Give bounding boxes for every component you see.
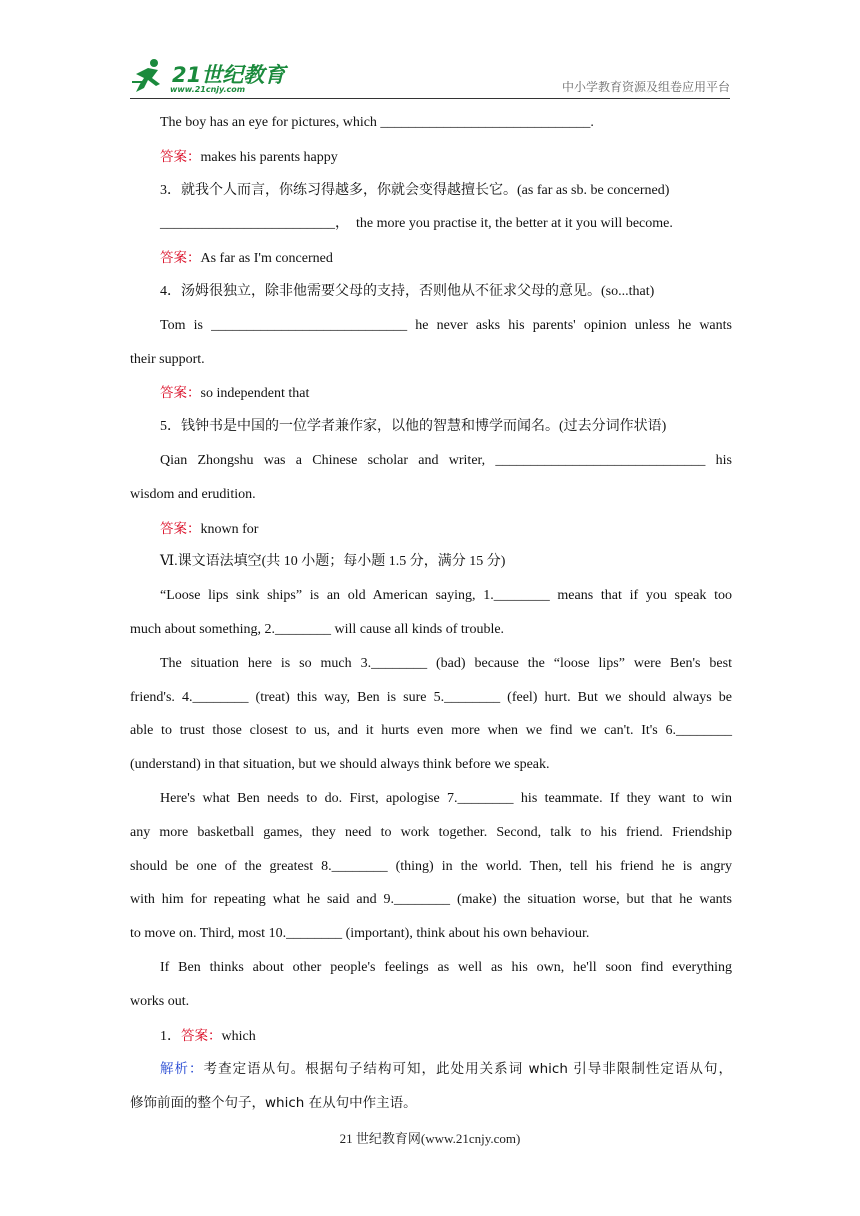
answer-label: 答案：: [160, 250, 201, 267]
logo-text: 21世纪教育: [172, 63, 286, 87]
page-footer: 21 世纪教育网(www.21cnjy.com): [339, 1131, 521, 1146]
q5-english: Qian Zhongshu was a Chinese scholar and writer, ______________________________ his: [160, 452, 732, 468]
q-number: 1．: [160, 1028, 181, 1044]
q4-prompt: 4．汤姆很独立，除非他需要父母的支持，否则他从不征求父母的意见。(so...that): [160, 283, 655, 299]
passage-line: works out.: [130, 993, 190, 1009]
q5-prompt: 5．钱钟书是中国的一位学者兼作家，以他的智慧和博学而闻名。(过去分词作状语): [160, 419, 667, 435]
answer-label: 答案：: [181, 1027, 222, 1044]
logo: [130, 58, 290, 94]
passage-line: to move on. Third, most 10.________ (important), think about his own behaviour.: [130, 926, 590, 942]
runner-icon: [130, 58, 170, 94]
analysis-line: 修饰前面的整个句子，which 在从句中作主语。: [130, 1095, 417, 1112]
answer-1: 1．答案：which: [160, 1027, 256, 1044]
page-header: [130, 54, 730, 99]
q4-english-cont: their support.: [130, 351, 205, 367]
platform-name: 中小学教育资源及组卷应用平台: [561, 80, 730, 94]
passage-line: with him for repeating what he said and 9.________ (make) the situation worse, but that he wants: [130, 892, 732, 908]
section-title: Ⅵ.课文语法填空(共 10 小题；每小题 1.5 分，满分 15 分): [160, 554, 506, 570]
passage-line: Here's what Ben needs to do. First, apologise 7.________ his teammate. If they want to win: [160, 790, 732, 806]
answer-label: 答案：: [160, 148, 201, 165]
passage-line: any more basketball games, they need to work together. Second, talk to his friend. Friendship: [130, 824, 732, 840]
answer-label: 答案：: [160, 385, 201, 402]
q3-english: _________________________， the more you practise it, the better at it you will become.: [160, 216, 673, 232]
logo-url: www.21cnjy.com: [170, 85, 246, 94]
passage-line: able to trust those closest to us, and it hurts even more when we find we can't. It's 6.________: [130, 723, 732, 739]
answer-label: 答案：: [160, 520, 201, 537]
q5-answer: 答案：known for: [160, 520, 259, 537]
analysis-label: 解析：: [160, 1061, 204, 1078]
passage-line: (understand) in that situation, but we should always think before we speak.: [130, 757, 550, 773]
q2-answer: 答案：makes his parents happy: [160, 148, 338, 165]
q4-english: Tom is ____________________________ he never asks his parents' opinion unless he wants: [160, 317, 732, 333]
passage-line: If Ben thinks about other people's feelings as well as his own, he'll soon find everything: [160, 959, 732, 975]
passage-line: should be one of the greatest 8.________ (thing) in the world. Then, tell his friend he is angry: [130, 858, 732, 874]
q5-english-cont: wisdom and erudition.: [130, 486, 256, 502]
q4-answer: 答案：so independent that: [160, 385, 310, 402]
document-body: [130, 110, 732, 1124]
passage-line: “Loose lips sink ships” is an old American saying, 1.________ means that if you speak too: [160, 588, 732, 604]
passage-line: much about something, 2.________ will cause all kinds of trouble.: [130, 621, 505, 637]
analysis-line: 解析：考查定语从句。根据句子结构可知，此处用关系词 which 引导非限制性定语从句，: [160, 1061, 732, 1078]
passage-line: friend's. 4.________ (treat) this way, Ben is sure 5.________ (feel) hurt. But we should always be: [130, 689, 732, 705]
passage-line: The situation here is so much 3.________ (bad) because the “loose lips” were Ben's best: [160, 655, 732, 671]
q3-answer: 答案：As far as I'm concerned: [160, 250, 333, 267]
q2-english: The boy has an eye for pictures, which ______________________________.: [160, 115, 594, 130]
q3-prompt: 3．就我个人而言，你练习得越多，你就会变得越擅长它。(as far as sb. be concerned): [160, 182, 670, 198]
